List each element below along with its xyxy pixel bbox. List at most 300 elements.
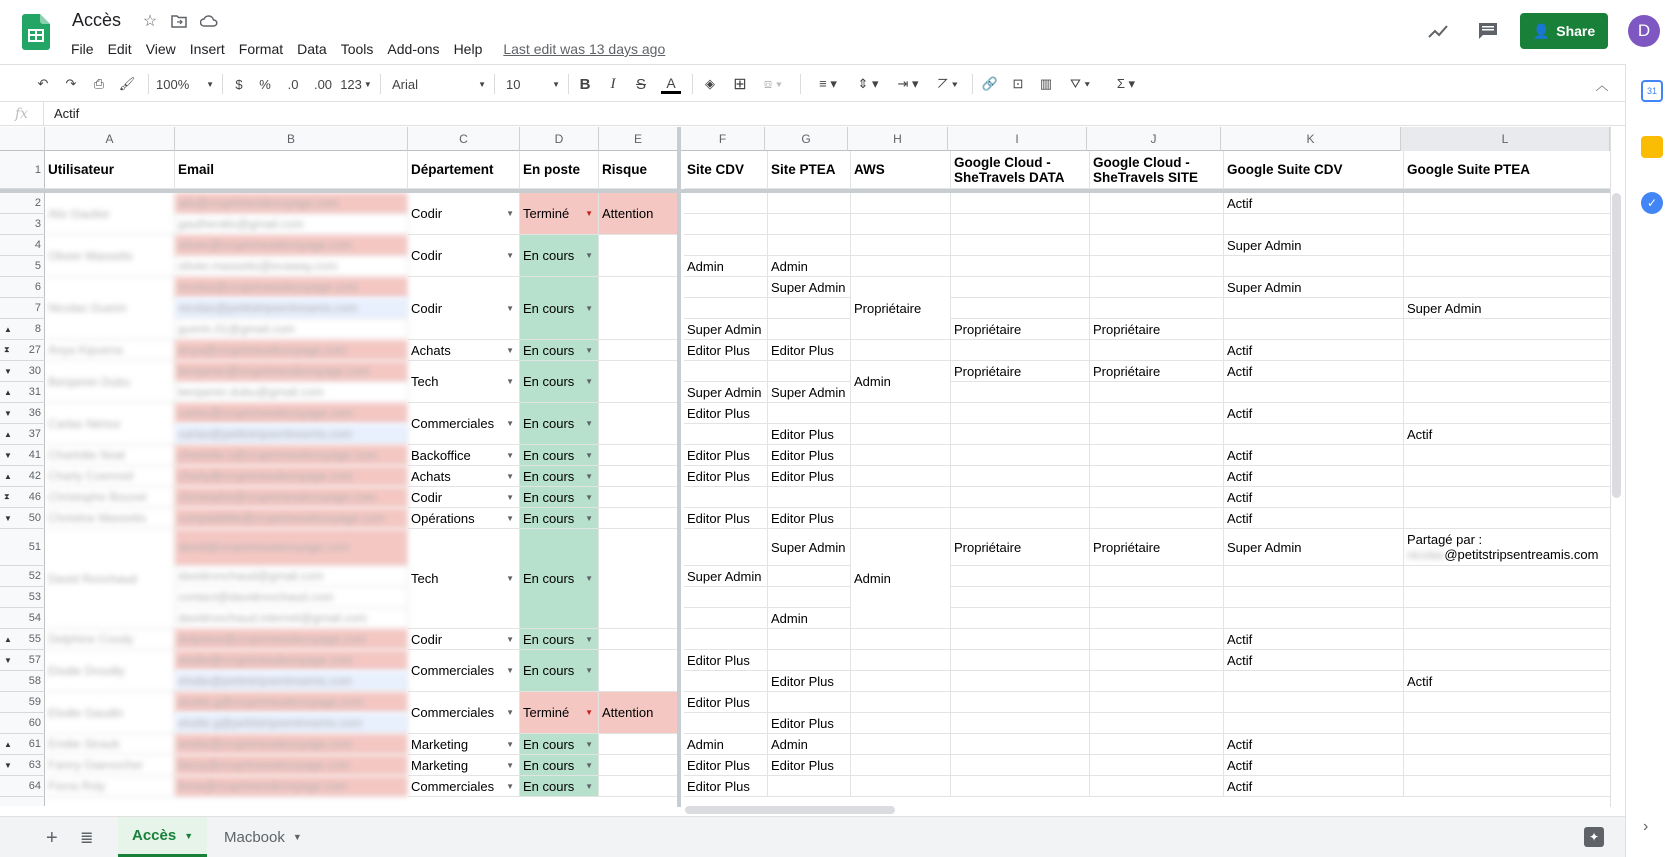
dropdown-arrow-icon[interactable]: ▼ (506, 209, 514, 218)
status-dropdown[interactable] (520, 340, 599, 361)
empty-cell[interactable] (768, 566, 851, 587)
risk-cell[interactable] (599, 235, 681, 277)
empty-cell[interactable] (1404, 277, 1610, 298)
access-cell[interactable]: Actif (1404, 671, 1610, 692)
empty-cell[interactable] (1404, 629, 1610, 650)
user-name-cell[interactable]: Olivier Massetis (45, 235, 175, 277)
email-cell[interactable]: gautheralix@gmail.com (175, 214, 408, 235)
row-header[interactable] (0, 298, 45, 319)
risk-cell[interactable] (599, 361, 681, 403)
user-name-cell[interactable]: Nicolas Guerin (45, 277, 175, 340)
empty-cell[interactable] (1404, 445, 1610, 466)
department-dropdown[interactable] (408, 361, 520, 403)
access-cell[interactable]: Admin (684, 256, 768, 277)
header-cell-c[interactable]: Département (408, 151, 520, 189)
fill-color-icon[interactable]: ◈ (705, 76, 715, 91)
dropdown-arrow-icon[interactable]: ▼ (506, 634, 514, 644)
row-header[interactable] (0, 734, 45, 755)
empty-cell[interactable] (1404, 340, 1610, 361)
status-dropdown[interactable] (520, 776, 599, 797)
empty-cell[interactable] (768, 487, 851, 508)
empty-cell[interactable] (851, 508, 951, 529)
empty-cell[interactable] (1404, 755, 1610, 776)
user-name-cell[interactable]: Charly Coenneil (45, 466, 175, 487)
formula-input[interactable]: Actif (54, 106, 80, 121)
status-dropdown[interactable] (520, 692, 599, 734)
empty-cell[interactable] (1090, 445, 1224, 466)
status-dropdown[interactable] (520, 734, 599, 755)
access-cell[interactable]: Admin (768, 256, 851, 277)
user-name-cell[interactable]: Christine Massetis (45, 508, 175, 529)
dropdown-arrow-icon[interactable]: ▼ (506, 471, 514, 481)
redo-icon[interactable]: ↷ (65, 76, 77, 91)
email-cell[interactable]: elodie@petitstripsentreamis.com (175, 671, 408, 692)
currency-button[interactable]: $ (235, 76, 243, 92)
trend-icon[interactable] (1427, 21, 1449, 41)
access-cell[interactable]: Super Admin (1404, 298, 1610, 319)
email-cell[interactable]: davidronchaud.internet@gmail.com (175, 608, 408, 629)
risk-cell[interactable] (599, 277, 681, 340)
dropdown-arrow-icon[interactable]: ▼ (506, 303, 514, 313)
dropdown-arrow-icon[interactable]: ▼ (506, 708, 514, 717)
empty-cell[interactable] (951, 734, 1090, 755)
explore-icon[interactable]: ✦ (1584, 827, 1604, 847)
user-name-cell[interactable]: Emilie Straub (45, 734, 175, 755)
row-header[interactable] (0, 566, 45, 587)
group-toggle-icon[interactable]: ⧗ (4, 345, 10, 354)
all-sheets-icon[interactable]: ≣ (80, 830, 94, 847)
row-header[interactable] (0, 629, 45, 650)
dropdown-arrow-icon[interactable]: ▼ (585, 513, 593, 523)
user-name-cell[interactable]: Fiona Roly (45, 776, 175, 797)
status-dropdown[interactable] (520, 235, 599, 277)
access-cell[interactable]: Actif (1224, 445, 1404, 466)
empty-cell[interactable] (951, 277, 1090, 298)
aws-cell[interactable]: Admin (851, 529, 951, 629)
empty-cell[interactable] (851, 256, 951, 277)
increase-decimal-button[interactable]: .00 (313, 76, 333, 92)
text-wrap-icon[interactable]: ⇥ ▾ (897, 76, 919, 91)
aws-cell[interactable]: Admin (851, 361, 951, 403)
header-cell-h[interactable]: AWS (851, 151, 951, 189)
user-name-cell[interactable]: David Ronchaud (45, 529, 175, 629)
department-dropdown[interactable] (408, 629, 520, 650)
empty-cell[interactable] (1090, 277, 1224, 298)
status-dropdown[interactable] (520, 445, 599, 466)
add-sheet-icon[interactable]: + (46, 827, 58, 849)
access-cell[interactable]: Editor Plus (684, 755, 768, 776)
zoom-select[interactable] (156, 73, 214, 95)
risk-cell[interactable] (599, 487, 681, 508)
empty-cell[interactable] (1224, 319, 1404, 340)
dropdown-arrow-icon[interactable]: ▼ (585, 708, 593, 717)
menu-help[interactable]: Help (453, 41, 483, 57)
access-cell[interactable]: Actif (1224, 776, 1404, 797)
empty-cell[interactable] (851, 776, 951, 797)
group-toggle-icon[interactable]: ⧗ (4, 492, 10, 501)
empty-cell[interactable] (768, 403, 851, 424)
access-cell[interactable]: Editor Plus (768, 755, 851, 776)
status-dropdown[interactable] (520, 650, 599, 692)
empty-cell[interactable] (851, 629, 951, 650)
empty-cell[interactable] (951, 508, 1090, 529)
row-header[interactable] (0, 424, 45, 445)
empty-cell[interactable] (1404, 193, 1610, 214)
access-cell[interactable]: Super Admin (684, 382, 768, 403)
shared-by-cell[interactable] (1404, 529, 1610, 566)
access-cell[interactable]: Actif (1224, 361, 1404, 382)
group-toggle-icon[interactable]: ▼ (4, 760, 12, 770)
department-dropdown[interactable] (408, 650, 520, 692)
empty-cell[interactable] (951, 340, 1090, 361)
email-cell[interactable]: fiona@cruprimesdevoyage.com (175, 776, 408, 797)
empty-cell[interactable] (1090, 671, 1224, 692)
column-header-j[interactable]: J (1087, 127, 1221, 151)
empty-cell[interactable] (851, 755, 951, 776)
dropdown-arrow-icon[interactable]: ▼ (506, 739, 514, 749)
status-dropdown[interactable] (520, 629, 599, 650)
empty-cell[interactable] (1224, 566, 1404, 587)
status-dropdown[interactable] (520, 755, 599, 776)
access-cell[interactable]: Editor Plus (684, 466, 768, 487)
dropdown-arrow-icon[interactable]: ▼ (585, 209, 593, 218)
empty-cell[interactable] (951, 566, 1090, 587)
dropdown-arrow-icon[interactable]: ▼ (585, 251, 593, 260)
dropdown-arrow-icon[interactable]: ▼ (506, 251, 514, 260)
vertical-align-icon[interactable]: ⇕ ▾ (857, 76, 879, 91)
email-cell[interactable]: carlas@cruprimesdevoyage.com (175, 403, 408, 424)
status-dropdown[interactable] (520, 403, 599, 445)
group-toggle-icon[interactable]: ▼ (4, 408, 12, 418)
access-cell[interactable]: Actif (1224, 340, 1404, 361)
font-select[interactable] (392, 73, 486, 95)
empty-cell[interactable] (1404, 382, 1610, 403)
empty-cell[interactable] (1404, 319, 1610, 340)
row-header[interactable] (0, 671, 45, 692)
risk-cell[interactable] (599, 508, 681, 529)
empty-cell[interactable] (684, 629, 768, 650)
empty-cell[interactable] (1404, 713, 1610, 734)
row-header[interactable] (0, 713, 45, 734)
header-cell-f[interactable]: Site CDV (684, 151, 768, 189)
group-toggle-icon[interactable]: ▼ (4, 366, 12, 376)
user-name-cell[interactable]: Benjamin Dubu (45, 361, 175, 403)
department-dropdown[interactable] (408, 692, 520, 734)
department-dropdown[interactable] (408, 235, 520, 277)
status-dropdown[interactable] (520, 361, 599, 403)
bold-icon[interactable]: B (579, 75, 591, 93)
row-header[interactable] (0, 650, 45, 671)
empty-cell[interactable] (1404, 361, 1610, 382)
empty-cell[interactable] (1090, 193, 1224, 214)
empty-cell[interactable] (1404, 566, 1610, 587)
email-cell[interactable]: elodie@cruprimesdevoyage.com (175, 650, 408, 671)
email-cell[interactable]: olivier.massetis@evaway.com (175, 256, 408, 277)
empty-cell[interactable] (684, 529, 768, 566)
email-cell[interactable]: charly@cruprimesdevoyage.com (175, 466, 408, 487)
user-name-cell[interactable]: Fanny Daenocher (45, 755, 175, 776)
email-cell[interactable]: davidronchaud@gmail.com (175, 566, 408, 587)
dropdown-arrow-icon[interactable]: ▼ (585, 634, 593, 644)
empty-cell[interactable] (1224, 587, 1404, 608)
empty-cell[interactable] (684, 298, 768, 319)
access-cell[interactable]: Actif (1224, 650, 1404, 671)
cloud-saved-icon[interactable] (199, 11, 219, 31)
access-cell[interactable]: Admin (768, 734, 851, 755)
empty-cell[interactable] (1090, 298, 1224, 319)
tasks-icon[interactable]: ✓ (1641, 192, 1663, 214)
sheet-tab-acces[interactable] (118, 817, 207, 857)
email-cell[interactable]: fanny@cruprimesdevoyage.com (175, 755, 408, 776)
access-cell[interactable]: Actif (1224, 734, 1404, 755)
row-header[interactable] (0, 587, 45, 608)
vertical-scrollbar-thumb[interactable] (1612, 193, 1621, 498)
email-cell[interactable]: nicolas@petitstripsentreamis.com (175, 298, 408, 319)
paint-format-icon[interactable]: 🖌 (118, 76, 136, 91)
document-title[interactable]: Accès (72, 10, 122, 30)
access-cell[interactable]: Super Admin (1224, 235, 1404, 256)
row-header[interactable] (0, 487, 45, 508)
group-toggle-icon[interactable]: ▼ (4, 513, 12, 523)
empty-cell[interactable] (768, 692, 851, 713)
department-dropdown[interactable] (408, 445, 520, 466)
empty-cell[interactable] (1404, 466, 1610, 487)
menu-file[interactable]: File (71, 41, 94, 57)
access-cell[interactable]: Propriétaire (951, 319, 1090, 340)
decrease-decimal-button[interactable]: .0 (287, 76, 299, 92)
empty-cell[interactable] (1090, 508, 1224, 529)
empty-cell[interactable] (851, 340, 951, 361)
comments-icon[interactable] (1477, 21, 1499, 41)
print-icon[interactable]: ⎙ (93, 76, 105, 91)
dropdown-arrow-icon[interactable]: ▼ (585, 450, 593, 460)
empty-cell[interactable] (1090, 382, 1224, 403)
header-cell-e[interactable]: Risque (599, 151, 681, 189)
access-cell[interactable]: Editor Plus (684, 403, 768, 424)
access-cell[interactable]: Super Admin (1224, 277, 1404, 298)
status-dropdown[interactable] (520, 193, 599, 235)
row-header[interactable] (0, 776, 45, 797)
empty-cell[interactable] (768, 629, 851, 650)
access-cell[interactable]: Editor Plus (684, 776, 768, 797)
access-cell[interactable]: Editor Plus (768, 713, 851, 734)
dropdown-arrow-icon[interactable]: ▼ (585, 419, 593, 428)
percent-button[interactable]: % (259, 76, 271, 92)
empty-cell[interactable] (851, 692, 951, 713)
empty-cell[interactable] (1090, 776, 1224, 797)
empty-cell[interactable] (1090, 608, 1224, 629)
header-cell-j[interactable]: Google Cloud - SheTravels SITE (1090, 151, 1224, 189)
empty-cell[interactable] (851, 671, 951, 692)
column-header-e[interactable]: E (599, 127, 678, 151)
dropdown-arrow-icon[interactable]: ▼ (585, 666, 593, 675)
access-cell[interactable]: Editor Plus (684, 650, 768, 671)
header-cell-a[interactable]: Utilisateur (45, 151, 175, 189)
empty-cell[interactable] (951, 445, 1090, 466)
access-cell[interactable]: Actif (1404, 424, 1610, 445)
empty-cell[interactable] (1404, 403, 1610, 424)
row-header[interactable] (0, 508, 45, 529)
empty-cell[interactable] (951, 382, 1090, 403)
menu-format[interactable]: Format (238, 41, 284, 57)
empty-cell[interactable] (951, 629, 1090, 650)
row-header[interactable] (0, 529, 45, 566)
dropdown-arrow-icon[interactable]: ▼ (506, 666, 514, 675)
row-header[interactable] (0, 277, 45, 298)
row-header[interactable] (0, 466, 45, 487)
empty-cell[interactable] (851, 445, 951, 466)
email-cell[interactable]: comptabilite@cruprimesdevoyage.com (175, 508, 408, 529)
empty-cell[interactable] (951, 298, 1090, 319)
empty-cell[interactable] (684, 193, 768, 214)
access-cell[interactable]: Editor Plus (684, 692, 768, 713)
menu-edit[interactable]: Edit (107, 41, 132, 57)
empty-cell[interactable] (1090, 692, 1224, 713)
department-dropdown[interactable] (408, 734, 520, 755)
empty-cell[interactable] (951, 193, 1090, 214)
empty-cell[interactable] (684, 214, 768, 235)
align-left-icon[interactable]: ≡ ▾ (819, 76, 837, 91)
empty-cell[interactable] (684, 608, 768, 629)
access-cell[interactable]: Super Admin (1224, 529, 1404, 566)
empty-cell[interactable] (1090, 566, 1224, 587)
risk-cell[interactable] (599, 650, 681, 692)
access-cell[interactable]: Propriétaire (1090, 319, 1224, 340)
dropdown-arrow-icon[interactable]: ▼ (506, 377, 514, 386)
column-header-k[interactable]: K (1221, 127, 1401, 151)
access-cell[interactable]: Actif (1224, 629, 1404, 650)
group-toggle-icon[interactable]: ▲ (4, 739, 12, 749)
column-header-g[interactable]: G (765, 127, 848, 151)
column-header-f[interactable]: F (681, 127, 765, 151)
empty-cell[interactable] (1404, 650, 1610, 671)
department-dropdown[interactable] (408, 755, 520, 776)
user-name-cell[interactable]: Alix Gautier (45, 193, 175, 235)
menu-tools[interactable]: Tools (340, 41, 374, 57)
email-cell[interactable]: olivier@cruprimesdevoyage.com (175, 235, 408, 256)
email-cell[interactable]: david@cruprimesdevoyage.com (175, 529, 408, 566)
empty-cell[interactable] (951, 403, 1090, 424)
header-cell-g[interactable]: Site PTEA (768, 151, 851, 189)
access-cell[interactable]: Propriétaire (951, 529, 1090, 566)
email-cell[interactable]: delphine@cruprimesdevoyage.com (175, 629, 408, 650)
access-cell[interactable]: Editor Plus (768, 508, 851, 529)
column-header-b[interactable]: B (175, 127, 408, 151)
user-name-cell[interactable]: Elodie Drouilly (45, 650, 175, 692)
empty-cell[interactable] (951, 235, 1090, 256)
email-cell[interactable]: guerin.01@gmail.com (175, 319, 408, 340)
empty-cell[interactable] (1090, 235, 1224, 256)
dropdown-arrow-icon[interactable]: ▼ (506, 492, 514, 502)
empty-cell[interactable] (684, 424, 768, 445)
email-cell[interactable]: anya@cruprimesdevoyage.com (175, 340, 408, 361)
access-cell[interactable]: Super Admin (684, 319, 768, 340)
empty-cell[interactable] (851, 193, 951, 214)
empty-cell[interactable] (1090, 340, 1224, 361)
select-all-corner[interactable] (0, 127, 45, 151)
empty-cell[interactable] (1090, 755, 1224, 776)
empty-cell[interactable] (951, 256, 1090, 277)
empty-cell[interactable] (1404, 776, 1610, 797)
expand-panel-icon[interactable]: › (1643, 818, 1649, 835)
empty-cell[interactable] (684, 671, 768, 692)
column-header-i[interactable]: I (948, 127, 1087, 151)
dropdown-arrow-icon[interactable]: ▼ (585, 760, 593, 770)
risk-cell[interactable] (599, 776, 681, 797)
empty-cell[interactable] (768, 587, 851, 608)
group-toggle-icon[interactable]: ▲ (4, 429, 12, 439)
dropdown-arrow-icon[interactable]: ▼ (506, 760, 514, 770)
empty-cell[interactable] (851, 466, 951, 487)
dropdown-arrow-icon[interactable]: ▼ (585, 345, 593, 355)
email-cell[interactable]: contact@davidronchaud.com (175, 587, 408, 608)
empty-cell[interactable] (1224, 671, 1404, 692)
access-cell[interactable]: Actif (1224, 403, 1404, 424)
user-name-cell[interactable]: Christophe Bouvet (45, 487, 175, 508)
empty-cell[interactable] (1404, 608, 1610, 629)
email-cell[interactable]: benjamin.dubu@gmail.com (175, 382, 408, 403)
row-header[interactable] (0, 608, 45, 629)
frozen-row-divider[interactable] (0, 189, 1610, 193)
risk-cell[interactable] (599, 629, 681, 650)
dropdown-arrow-icon[interactable]: ▼ (585, 303, 593, 313)
user-name-cell[interactable]: Charlotte Noal (45, 445, 175, 466)
dropdown-arrow-icon[interactable]: ▼ (506, 574, 514, 583)
empty-cell[interactable] (1090, 713, 1224, 734)
column-header-h[interactable]: H (848, 127, 948, 151)
dropdown-arrow-icon[interactable]: ▼ (506, 513, 514, 523)
empty-cell[interactable] (684, 235, 768, 256)
empty-cell[interactable] (1404, 487, 1610, 508)
access-cell[interactable]: Actif (1224, 755, 1404, 776)
department-dropdown[interactable] (408, 508, 520, 529)
status-dropdown[interactable] (520, 466, 599, 487)
access-cell[interactable]: Editor Plus (768, 671, 851, 692)
access-cell[interactable]: Admin (684, 734, 768, 755)
header-cell-k[interactable]: Google Suite CDV (1224, 151, 1404, 189)
empty-cell[interactable] (1404, 734, 1610, 755)
empty-cell[interactable] (1224, 608, 1404, 629)
font-size-select[interactable] (506, 73, 560, 95)
row-header[interactable] (0, 319, 45, 340)
empty-cell[interactable] (1224, 713, 1404, 734)
risk-cell[interactable] (599, 755, 681, 776)
department-dropdown[interactable] (408, 403, 520, 445)
empty-cell[interactable] (851, 734, 951, 755)
access-cell[interactable]: Actif (1224, 508, 1404, 529)
empty-cell[interactable] (951, 214, 1090, 235)
group-toggle-icon[interactable]: ▲ (4, 471, 12, 481)
star-icon[interactable]: ☆ (142, 13, 158, 30)
empty-cell[interactable] (768, 214, 851, 235)
email-cell[interactable]: elodie.g@cruprimesdevoyage.com (175, 692, 408, 713)
horizontal-scrollbar-thumb[interactable] (685, 806, 895, 814)
access-cell[interactable]: Actif (1224, 193, 1404, 214)
empty-cell[interactable] (1404, 235, 1610, 256)
empty-cell[interactable] (951, 466, 1090, 487)
row-header[interactable] (0, 403, 45, 424)
email-cell[interactable]: nicolas@cruprimesdevoyage.com (175, 277, 408, 298)
group-toggle-icon[interactable]: ▲ (4, 324, 12, 334)
dropdown-arrow-icon[interactable]: ▼ (585, 781, 593, 791)
header-cell-b[interactable]: Email (175, 151, 408, 189)
empty-cell[interactable] (768, 776, 851, 797)
department-dropdown[interactable] (408, 340, 520, 361)
empty-cell[interactable] (684, 587, 768, 608)
empty-cell[interactable] (1224, 424, 1404, 445)
email-cell[interactable]: alix@cruprimesdevoyage.com (175, 193, 408, 214)
empty-cell[interactable] (768, 193, 851, 214)
